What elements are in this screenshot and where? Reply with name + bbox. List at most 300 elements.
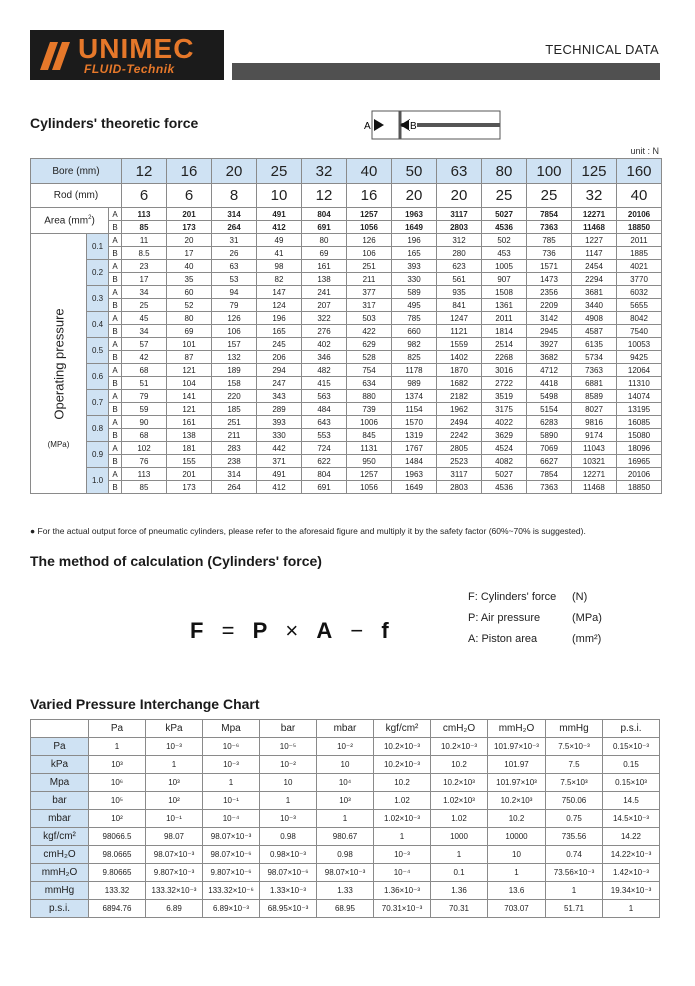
force-value: 4524 [482, 442, 527, 455]
unit-header: mmH₂O [488, 720, 546, 738]
legend-row [468, 612, 602, 633]
bore-value: 125 [572, 159, 617, 184]
pressure-value: 0.8 [87, 416, 109, 442]
conversion-value: 10⁻² [317, 738, 374, 756]
force-value: 7540 [617, 325, 662, 338]
force-value: 45 [122, 312, 167, 325]
conversion-value: 10² [89, 810, 146, 828]
force-value: 1767 [392, 442, 437, 455]
rod-value: 16 [347, 184, 392, 208]
force-value: 330 [392, 273, 437, 286]
force-value: 785 [392, 312, 437, 325]
force-row [31, 442, 662, 455]
force-row [31, 351, 662, 364]
side-label: A [109, 416, 122, 429]
force-value: 79 [122, 390, 167, 403]
conversion-value: 10000 [488, 828, 546, 846]
force-value: 4021 [617, 260, 662, 273]
bore-value: 100 [527, 159, 572, 184]
force-row [31, 364, 662, 377]
force-value: 1257 [347, 468, 392, 481]
conversion-value: 98.07×10⁻³ [203, 828, 260, 846]
force-value: 68 [122, 429, 167, 442]
area-label-close: ) [91, 215, 95, 227]
pressure-value: 1.0 [87, 468, 109, 494]
conversion-value: 0.15×10³ [603, 774, 660, 792]
force-value: 12271 [572, 468, 617, 481]
force-value: 754 [347, 364, 392, 377]
force-value: 484 [302, 403, 347, 416]
conversion-value: 10 [488, 846, 546, 864]
force-value: 283 [212, 442, 257, 455]
force-value: 8.5 [122, 247, 167, 260]
force-value: 94 [212, 286, 257, 299]
conversion-value: 6894.76 [89, 900, 146, 918]
conversion-value: 1 [546, 882, 603, 900]
force-value: 207 [302, 299, 347, 312]
conversion-value: 10⁶ [89, 774, 146, 792]
bore-value: 40 [347, 159, 392, 184]
area-row-a [31, 208, 662, 221]
unit-header: kgf/cm² [374, 720, 431, 738]
conversion-value: 14.5 [603, 792, 660, 810]
pressure-value: 0.5 [87, 338, 109, 364]
force-value: 121 [167, 364, 212, 377]
conversion-value: 70.31×10⁻³ [374, 900, 431, 918]
area-value: 412 [257, 221, 302, 234]
area-row-b [31, 221, 662, 234]
force-value: 276 [302, 325, 347, 338]
operating-pressure-wrap [31, 244, 86, 484]
conversion-value: 10⁴ [317, 774, 374, 792]
legend-row [468, 591, 588, 612]
interchange-row [31, 828, 660, 846]
force-value: 1056 [347, 481, 392, 494]
unit-row-label: mmH₂O [31, 864, 89, 882]
area-value: 1056 [347, 221, 392, 234]
side-label: A [109, 442, 122, 455]
force-value: 2454 [572, 260, 617, 273]
conversion-value: 98.07×10⁻⁶ [260, 864, 317, 882]
conversion-value: 1.36×10⁻³ [374, 882, 431, 900]
force-value: 251 [347, 260, 392, 273]
force-row [31, 312, 662, 325]
rod-value: 6 [167, 184, 212, 208]
conversion-value: 1 [260, 792, 317, 810]
force-value: 9174 [572, 429, 617, 442]
force-value: 1005 [482, 260, 527, 273]
area-value: 201 [167, 208, 212, 221]
force-value: 49 [257, 234, 302, 247]
bore-value: 20 [212, 159, 257, 184]
conversion-value: 14.5×10⁻³ [603, 810, 660, 828]
force-value: 553 [302, 429, 347, 442]
rod-value: 8 [212, 184, 257, 208]
force-value: 80 [302, 234, 347, 247]
force-row [31, 390, 662, 403]
bore-value: 25 [257, 159, 302, 184]
force-value: 1319 [392, 429, 437, 442]
side-label: B [109, 299, 122, 312]
formula-equals: = [221, 618, 236, 643]
rod-label: Rod (mm) [31, 184, 122, 208]
force-value: 23 [122, 260, 167, 273]
area-label-text: Area (mm [44, 215, 89, 227]
force-value: 2514 [482, 338, 527, 351]
conversion-value: 133.32 [89, 882, 146, 900]
unit-header: mmHg [546, 720, 603, 738]
formula-a: A [316, 618, 334, 643]
conversion-value: 1 [488, 864, 546, 882]
legend-symbol: F: Cylinders' force [468, 591, 557, 603]
conversion-value: 1.33 [317, 882, 374, 900]
force-value: 141 [167, 390, 212, 403]
bore-value: 32 [302, 159, 347, 184]
conversion-value: 0.1 [431, 864, 488, 882]
force-row [31, 325, 662, 338]
theoretic-force-table [30, 158, 662, 494]
conversion-value: 750.06 [546, 792, 603, 810]
force-value: 245 [257, 338, 302, 351]
force-value: 841 [437, 299, 482, 312]
force-value: 5655 [617, 299, 662, 312]
force-value: 264 [212, 481, 257, 494]
formula-p: P [252, 618, 269, 643]
force-value: 1178 [392, 364, 437, 377]
force-value: 181 [167, 442, 212, 455]
force-value: 211 [212, 429, 257, 442]
force-value: 330 [257, 429, 302, 442]
force-value: 2182 [437, 390, 482, 403]
force-value: 4082 [482, 455, 527, 468]
rod-value: 10 [257, 184, 302, 208]
force-value: 739 [347, 403, 392, 416]
force-value: 629 [347, 338, 392, 351]
force-value: 2011 [617, 234, 662, 247]
conversion-value: 10⁻³ [203, 756, 260, 774]
side-label: A [109, 468, 122, 481]
force-value: 57 [122, 338, 167, 351]
interchange-row [31, 774, 660, 792]
side-label: B [109, 377, 122, 390]
conversion-value: 10.2×10³ [431, 774, 488, 792]
interchange-row [31, 846, 660, 864]
force-value: 1814 [482, 325, 527, 338]
force-value: 10321 [572, 455, 617, 468]
force-value: 3016 [482, 364, 527, 377]
force-value: 5890 [527, 429, 572, 442]
area-value: 7854 [527, 208, 572, 221]
force-value: 1247 [437, 312, 482, 325]
area-value: 11468 [572, 221, 617, 234]
force-row [31, 286, 662, 299]
force-value: 59 [122, 403, 167, 416]
force-value: 126 [347, 234, 392, 247]
force-value: 8027 [572, 403, 617, 416]
conversion-value: 68.95 [317, 900, 374, 918]
force-value: 660 [392, 325, 437, 338]
force-value: 622 [302, 455, 347, 468]
safety-factor-note: ● For the actual output force of pneumatic cylinders, please refer to the aforesaid figure and multiply it by the safety factor (60%~70% is suggested). [30, 526, 586, 536]
area-label [31, 208, 109, 234]
logo-emblem-icon [36, 36, 74, 74]
bore-value: 16 [167, 159, 212, 184]
rod-value: 12 [302, 184, 347, 208]
force-value: 3142 [527, 312, 572, 325]
force-value: 502 [482, 234, 527, 247]
unit-header: mbar [317, 720, 374, 738]
force-value: 241 [302, 286, 347, 299]
conversion-value: 7.5×10³ [546, 774, 603, 792]
unit-header: Mpa [203, 720, 260, 738]
conversion-value: 1.02×10⁻³ [374, 810, 431, 828]
force-value: 14074 [617, 390, 662, 403]
force-value: 2294 [572, 273, 617, 286]
force-value: 185 [212, 403, 257, 416]
force-value: 2268 [482, 351, 527, 364]
conversion-value: 1.36 [431, 882, 488, 900]
force-value: 1147 [572, 247, 617, 260]
interchange-row [31, 900, 660, 918]
force-value: 11310 [617, 377, 662, 390]
force-value: 11043 [572, 442, 617, 455]
force-value: 69 [302, 247, 347, 260]
force-value: 393 [392, 260, 437, 273]
force-value: 785 [527, 234, 572, 247]
force-value: 1131 [347, 442, 392, 455]
force-row [31, 377, 662, 390]
force-value: 2722 [482, 377, 527, 390]
force-value: 82 [257, 273, 302, 286]
conversion-value: 1000 [431, 828, 488, 846]
force-value: 393 [257, 416, 302, 429]
force-value: 161 [302, 260, 347, 273]
conversion-value: 1 [431, 846, 488, 864]
force-value: 52 [167, 299, 212, 312]
force-value: 20106 [617, 468, 662, 481]
force-value: 691 [302, 481, 347, 494]
operating-pressure-label: Operating pressure [51, 307, 66, 420]
force-value: 825 [392, 351, 437, 364]
interchange-corner [31, 720, 89, 738]
force-value: 7363 [572, 364, 617, 377]
force-value: 9425 [617, 351, 662, 364]
interchange-row [31, 864, 660, 882]
section-title-theoretic-force: Cylinders' theoretic force [30, 115, 199, 131]
force-value: 623 [437, 260, 482, 273]
unit-row-label: mbar [31, 810, 89, 828]
force-value: 1571 [527, 260, 572, 273]
conversion-value: 703.07 [488, 900, 546, 918]
force-value: 804 [302, 468, 347, 481]
pressure-value: 0.6 [87, 364, 109, 390]
force-value: 343 [257, 390, 302, 403]
pressure-interchange-table [30, 719, 660, 918]
rod-value: 25 [527, 184, 572, 208]
force-row [31, 299, 662, 312]
force-value: 314 [212, 468, 257, 481]
force-value: 41 [257, 247, 302, 260]
force-value: 161 [167, 416, 212, 429]
conversion-value: 10⁻⁵ [260, 738, 317, 756]
conversion-value: 7.5×10⁻³ [546, 738, 603, 756]
cylinder-symbol-icon [362, 108, 502, 142]
force-value: 196 [392, 234, 437, 247]
side-label: A [109, 338, 122, 351]
rod-value: 25 [482, 184, 527, 208]
force-value: 312 [437, 234, 482, 247]
area-value: 4536 [482, 221, 527, 234]
rod-value: 20 [437, 184, 482, 208]
force-row [31, 481, 662, 494]
force-value: 2805 [437, 442, 482, 455]
conversion-value: 1.33×10⁻³ [260, 882, 317, 900]
formula-f-upper: F [190, 618, 205, 643]
unimec-logo [30, 30, 224, 80]
conversion-value: 98.07×10⁻⁶ [203, 846, 260, 864]
rod-value: 20 [392, 184, 437, 208]
force-row [31, 416, 662, 429]
force-value: 173 [167, 481, 212, 494]
interchange-row [31, 792, 660, 810]
force-value: 442 [257, 442, 302, 455]
force-value: 6135 [572, 338, 617, 351]
area-value: 7363 [527, 221, 572, 234]
force-value: 3682 [527, 351, 572, 364]
force-value: 17 [122, 273, 167, 286]
force-value: 69 [167, 325, 212, 338]
conversion-value: 10² [146, 792, 203, 810]
conversion-value: 735.56 [546, 828, 603, 846]
force-row [31, 455, 662, 468]
conversion-value: 10.2×10⁻³ [374, 756, 431, 774]
force-value: 724 [302, 442, 347, 455]
side-label: B [109, 221, 122, 234]
conversion-value: 73.56×10⁻³ [546, 864, 603, 882]
force-value: 4587 [572, 325, 617, 338]
force-value: 106 [347, 247, 392, 260]
bore-label: Bore (mm) [31, 159, 122, 184]
force-value: 3770 [617, 273, 662, 286]
conversion-value: 10⁵ [89, 792, 146, 810]
force-value: 138 [302, 273, 347, 286]
force-value: 7854 [527, 468, 572, 481]
force-value: 16965 [617, 455, 662, 468]
area-value: 804 [302, 208, 347, 221]
legend-unit: (mm²) [572, 633, 602, 645]
force-value: 6283 [527, 416, 572, 429]
force-value: 26 [212, 247, 257, 260]
legend-unit: (MPa) [572, 612, 602, 624]
force-value: 1374 [392, 390, 437, 403]
force-row [31, 247, 662, 260]
force-value: 51 [122, 377, 167, 390]
section-title-calculation: The method of calculation (Cylinders' force) [30, 553, 322, 569]
side-label: A [109, 286, 122, 299]
interchange-row [31, 810, 660, 828]
force-value: 12064 [617, 364, 662, 377]
force-value: 377 [347, 286, 392, 299]
force-row [31, 429, 662, 442]
conversion-value: 0.98 [260, 828, 317, 846]
legend-symbol: A: Piston area [468, 633, 538, 645]
conversion-value: 19.34×10⁻³ [603, 882, 660, 900]
force-value: 18096 [617, 442, 662, 455]
conversion-value: 0.75 [546, 810, 603, 828]
force-value: 206 [257, 351, 302, 364]
force-value: 124 [257, 299, 302, 312]
area-value: 173 [167, 221, 212, 234]
force-value: 7069 [527, 442, 572, 455]
conversion-value: 10⁻³ [374, 846, 431, 864]
force-value: 8042 [617, 312, 662, 325]
conversion-value: 1 [146, 756, 203, 774]
conversion-value: 101.97×10⁻³ [488, 738, 546, 756]
force-value: 121 [167, 403, 212, 416]
force-value: 643 [302, 416, 347, 429]
force-value: 13195 [617, 403, 662, 416]
formula-times: × [285, 618, 300, 643]
force-value: 1963 [392, 468, 437, 481]
force-value: 6032 [617, 286, 662, 299]
force-value: 247 [257, 377, 302, 390]
conversion-value: 10⁻⁶ [203, 738, 260, 756]
unit-header: Pa [89, 720, 146, 738]
conversion-value: 13.6 [488, 882, 546, 900]
force-value: 25 [122, 299, 167, 312]
area-value: 12271 [572, 208, 617, 221]
conversion-value: 10³ [317, 792, 374, 810]
force-value: 34 [122, 325, 167, 338]
force-value: 3519 [482, 390, 527, 403]
bore-row [31, 159, 662, 184]
force-value: 528 [347, 351, 392, 364]
side-label: B [109, 325, 122, 338]
unit-header: bar [260, 720, 317, 738]
force-value: 238 [212, 455, 257, 468]
force-value: 294 [257, 364, 302, 377]
side-label: B [109, 351, 122, 364]
force-value: 2494 [437, 416, 482, 429]
force-value: 4022 [482, 416, 527, 429]
section-title-interchange: Varied Pressure Interchange Chart [30, 696, 260, 712]
force-value: 85 [122, 481, 167, 494]
rod-value: 32 [572, 184, 617, 208]
force-value: 371 [257, 455, 302, 468]
unit-header: p.s.i. [603, 720, 660, 738]
force-value: 5027 [482, 468, 527, 481]
force-value: 155 [167, 455, 212, 468]
area-value: 691 [302, 221, 347, 234]
operating-pressure-unit: (MPa) [47, 439, 70, 449]
force-value: 18850 [617, 481, 662, 494]
force-value: 79 [212, 299, 257, 312]
force-value: 80 [167, 312, 212, 325]
side-label: A [109, 234, 122, 247]
force-value: 491 [257, 468, 302, 481]
force-row [31, 260, 662, 273]
conversion-value: 10⁻¹ [146, 810, 203, 828]
conversion-value: 9.807×10⁻³ [146, 864, 203, 882]
force-value: 7363 [527, 481, 572, 494]
force-value: 8589 [572, 390, 617, 403]
conversion-value: 10³ [89, 756, 146, 774]
force-value: 3681 [572, 286, 617, 299]
force-value: 495 [392, 299, 437, 312]
unit-row-label: mmHg [31, 882, 89, 900]
conversion-value: 10.2×10⁻³ [431, 738, 488, 756]
conversion-value: 0.98 [317, 846, 374, 864]
